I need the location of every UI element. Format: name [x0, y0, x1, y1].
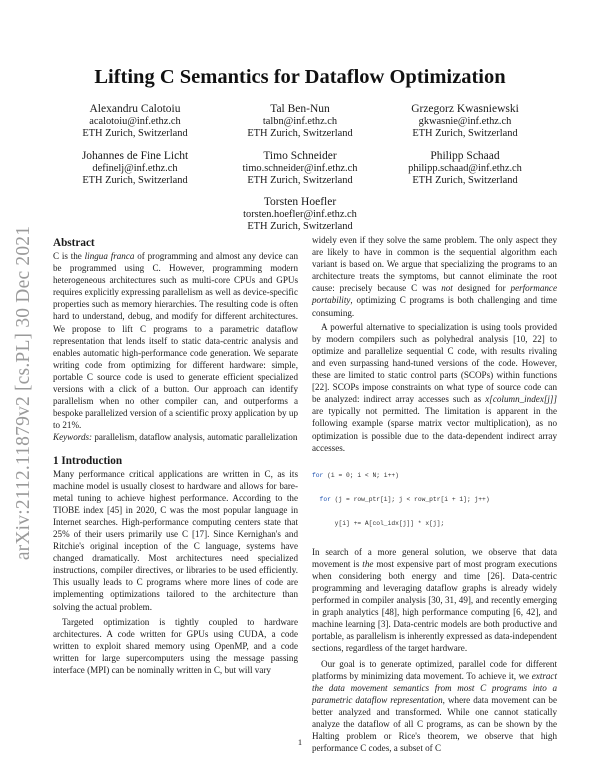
paper-title: Lifting C Semantics for Dataflow Optimization: [94, 66, 506, 88]
abstract-heading: Abstract: [53, 237, 95, 249]
author-name: Philipp Schaad: [430, 150, 500, 162]
author-email: philipp.schaad@inf.ethz.ch: [408, 163, 522, 174]
author-block: [370, 150, 560, 187]
author-email: definelj@inf.ethz.ch: [92, 163, 178, 174]
code-line: for (i = 0; i < N; i++): [312, 471, 399, 479]
author-affiliation: ETH Zurich, Switzerland: [82, 127, 188, 139]
author-affiliation: ETH Zurich, Switzerland: [247, 220, 353, 232]
author-block: [370, 103, 560, 140]
introduction-heading: 1 Introduction: [53, 454, 123, 467]
author-block: [40, 150, 230, 187]
author-block: [205, 103, 395, 140]
author-affiliation: ETH Zurich, Switzerland: [412, 127, 518, 139]
author-affiliation: ETH Zurich, Switzerland: [247, 127, 353, 139]
body-paragraph: Our goal is to generate optimized, parallel code for different platforms by minimizing data movement. To achieve it, we extract the data movement semantics from most C programs into a parametric dataflow representation, where data movement can be better analyzed and transformed. While one cannot statically analyze the dataflow of all C programs, as can be shown by the Halting problem or Rice's theorem, we observe that high performance C codes, a subset of C: [312, 658, 557, 754]
body-paragraph: A powerful alternative to specialization is using tools provided by modern compilers such as polyhedral analysis [10, 22] to optimize and parallelize sequential C code, with results rivaling and even surpassing hand-tuned versions of the code. However, these are limited to static control parts (SCOPs) within functions [22]. SCOPs impose constraints on what type of source code can be analyzed: indirect array accesses such as x[column_index[j]] are typically not permitted. The limitation is apparent in the following example (sparse matrix vector multiplication), as no optimization is possible due to the data-dependent indirect array accesses.: [312, 321, 557, 453]
author-block: [40, 103, 230, 140]
author-affiliation: ETH Zurich, Switzerland: [412, 174, 518, 186]
abstract-text: C is the lingua franca of programming and almost any device can be programmed using C. However, programming modern heterogeneous architectures such as multi-core CPUs and GPUs requires explicitly expressing parallelism as well as device-specific properties such as memory hierarchies. The resulting code is often hard to understand, debug, and modify for different architectures. We propose to lift C programs to a parametric dataflow representation that lends itself to static data-centric analysis and enables automatic high-performance code generation. We separate writing code from optimizing for different hardware: simple, portable C source code is used to generate efficient specialized versions with a click of a button. Our approach can identify parallelism when no other compiler can, and outperforms a bespoke parallelized version of a scientific proxy application by up to 21%.: [53, 251, 298, 431]
author-block: [205, 196, 395, 233]
code-line: for (j = row_ptr[i]; j < row_ptr[i + 1]; j++): [312, 495, 490, 503]
author-name: Timo Schneider: [263, 150, 337, 162]
author-name: Torsten Hoefler: [263, 196, 337, 208]
author-email: gkwasnie@inf.ethz.ch: [418, 116, 512, 127]
keywords-label: Keywords:: [53, 432, 93, 443]
intro-paragraph: Many performance critical applications are written in C, as its machine model is usually closest to hardware and allows for bare-metal tuning to achieve highest performance. According to the TIOBE index [45] in 2020, C was the most popular language in Internet searches. High-performance computing centers state that 25% of their users primarily use C [17]. Since Kernighan's and Ritchie's original inception of the C language, systems have changed dramatically. Most architectures need specialized instructions, compiler directives, or libraries to be used efficiently. This usually leads to C programs where more lines of code are implementing optimizations tailored to the architecture than solving the actual problem.: [53, 468, 298, 612]
intro-paragraph: Targeted optimization is tightly coupled to hardware architectures. A code written for GPUs using CUDA, a code written to exploit shared memory using OpenMP, and a code written for large supercomputers using the message passing interface (MPI) can be nominally written in C, but will vary: [53, 616, 298, 675]
author-block: [205, 150, 395, 187]
author-email: talbn@inf.ethz.ch: [262, 116, 338, 127]
page-number: 1: [297, 737, 303, 747]
author-email: torsten.hoefler@inf.ethz.ch: [243, 209, 357, 220]
right-column: [312, 234, 557, 754]
author-name: Grzegorz Kwasniewski: [411, 103, 519, 115]
keywords-text: parallelism, dataflow analysis, automatic parallelization: [92, 432, 298, 443]
arxiv-identifier: arXiv:2112.11879v2 [cs.PL] 30 Dec 2021: [13, 225, 34, 561]
body-paragraph: widely even if they solve the same problem. The only aspect they are likely to have in common is the sequential algorithm each variant is based on. We argue that specializing the programs to an architecture treats the symptoms, but cannot eliminate the root cause: precisely because C was not designed for performance portability, optimizing C programs is both challenging and time consuming.: [312, 235, 557, 318]
author-affiliation: ETH Zurich, Switzerland: [247, 174, 353, 186]
author-affiliation: ETH Zurich, Switzerland: [82, 174, 188, 186]
body-paragraph: In search of a more general solution, we observe that data movement is the most expensive part of most program executions when considering both energy and time [26]. Data-centric programming and leveraging dataflow graphs is already widely performed in compiler analysis [30, 31, 49], and recently emerging in graph analytics [48], high performance computing [6, 42], and machine learning [3]. Data-centric models are both productive and portable, as parallelism is inherently expressed as data-independent sections, regardless of the target hardware.: [312, 546, 557, 654]
code-line: y[i] += A[col_idx[j]] * x[j];: [312, 519, 445, 527]
keywords: [53, 431, 298, 443]
author-name: Johannes de Fine Licht: [81, 150, 189, 162]
arxiv-identifier-margin: [2, 208, 46, 578]
author-name: Alexandru Calotoiu: [89, 103, 181, 115]
code-listing: [312, 456, 557, 544]
author-name: Tal Ben-Nun: [270, 103, 330, 115]
author-email: timo.schneider@inf.ethz.ch: [242, 163, 358, 174]
author-email: acalotoiu@inf.ethz.ch: [89, 116, 181, 127]
left-column: [53, 236, 298, 676]
